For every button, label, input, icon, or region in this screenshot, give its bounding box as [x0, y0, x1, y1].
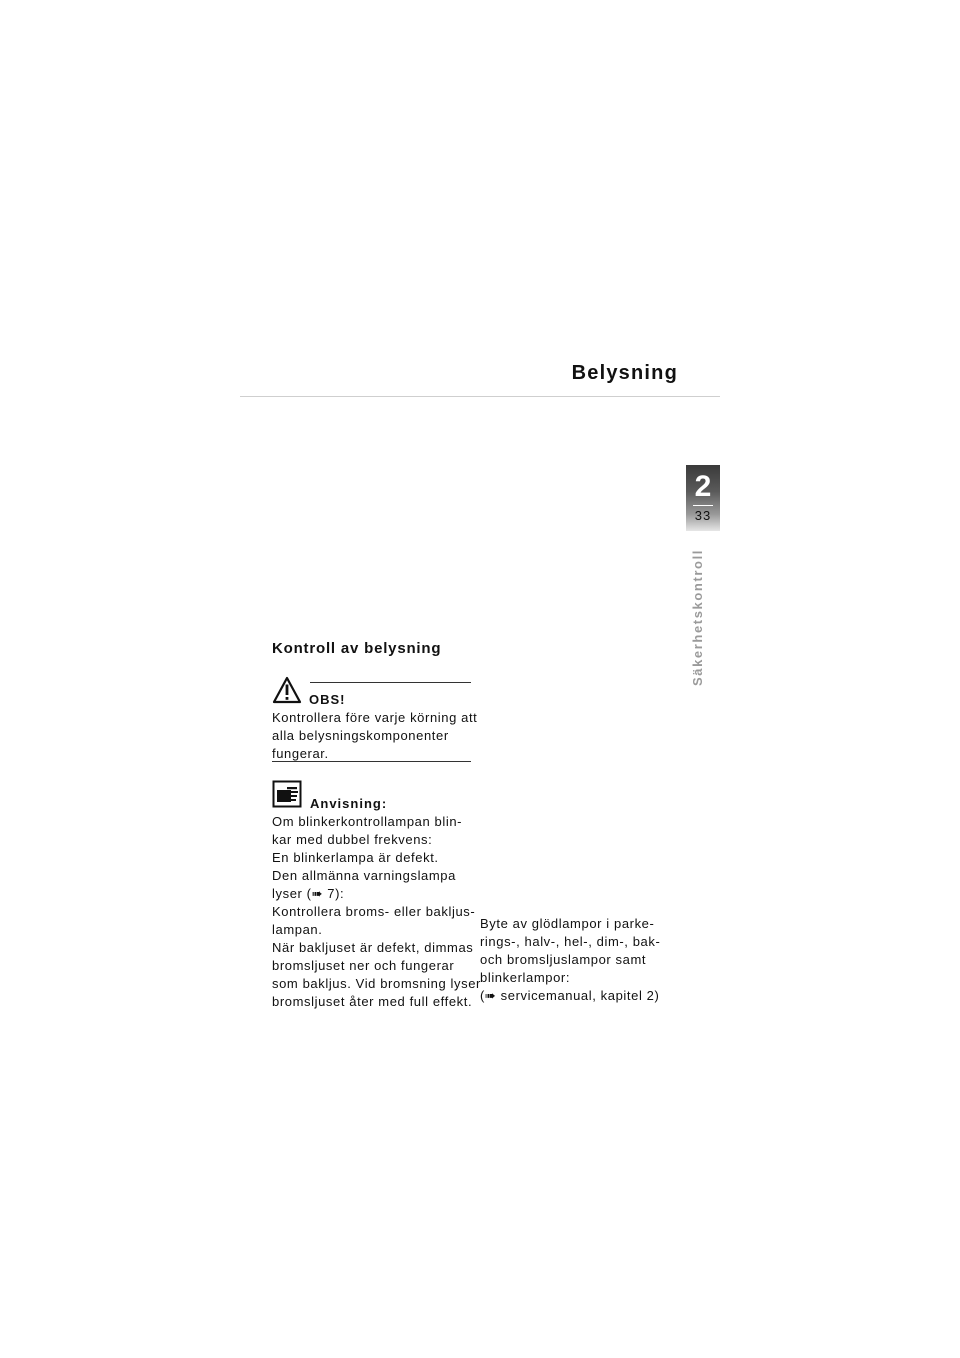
section-heading: Kontroll av belysning: [272, 640, 442, 657]
note-line: lyser (➠ 7):: [272, 886, 345, 901]
note-hand-icon: [272, 780, 302, 808]
note-line: När bakljuset är defekt, dimmas: [272, 940, 474, 955]
note-text: [272, 813, 481, 1011]
note-line: Om blinkerkontrollampan blin-: [272, 814, 463, 829]
bulb-replacement-text: [480, 915, 660, 1005]
bulb-line: och bromsljuslampor samt: [480, 952, 647, 967]
note-line: Den allmänna varningslampa: [272, 868, 456, 883]
note-line: En blinkerlampa är defekt.: [272, 850, 439, 865]
note-line: bromsljuset åter med full effekt.: [272, 994, 473, 1009]
warning-triangle-icon: [272, 676, 302, 704]
warning-line: fungerar.: [272, 746, 329, 761]
warning-top-rule: [310, 682, 471, 683]
note-line: kar med dubbel frekvens:: [272, 832, 433, 847]
bulb-line: (➠ servicemanual, kapitel 2): [480, 988, 660, 1003]
bulb-line: rings-, halv-, hel-, dim-, bak-: [480, 934, 661, 949]
bulb-line: blinkerlampor:: [480, 970, 571, 985]
warning-line: alla belysningskomponenter: [272, 728, 449, 743]
section-sidebar-label: Säkerhetskontroll: [690, 548, 705, 686]
page-title: Belysning: [571, 362, 678, 384]
note-line: lampan.: [272, 922, 323, 937]
chapter-tab: [686, 465, 720, 531]
page-number: 33: [694, 508, 712, 523]
warning-text: [272, 709, 477, 763]
chapter-divider: [693, 505, 713, 506]
warning-bottom-rule: [272, 761, 471, 762]
note-line: som bakljus. Vid bromsning lyser: [272, 976, 481, 991]
note-line: bromsljuset ner och fungerar: [272, 958, 455, 973]
bulb-line: Byte av glödlampor i parke-: [480, 916, 655, 931]
chapter-number: 2: [694, 470, 712, 503]
warning-label: OBS!: [309, 692, 346, 707]
warning-line: Kontrollera före varje körning att: [272, 710, 478, 725]
note-line: Kontrollera broms- eller bakljus-: [272, 904, 476, 919]
note-label: Anvisning:: [310, 796, 388, 811]
header-divider: [240, 396, 720, 397]
